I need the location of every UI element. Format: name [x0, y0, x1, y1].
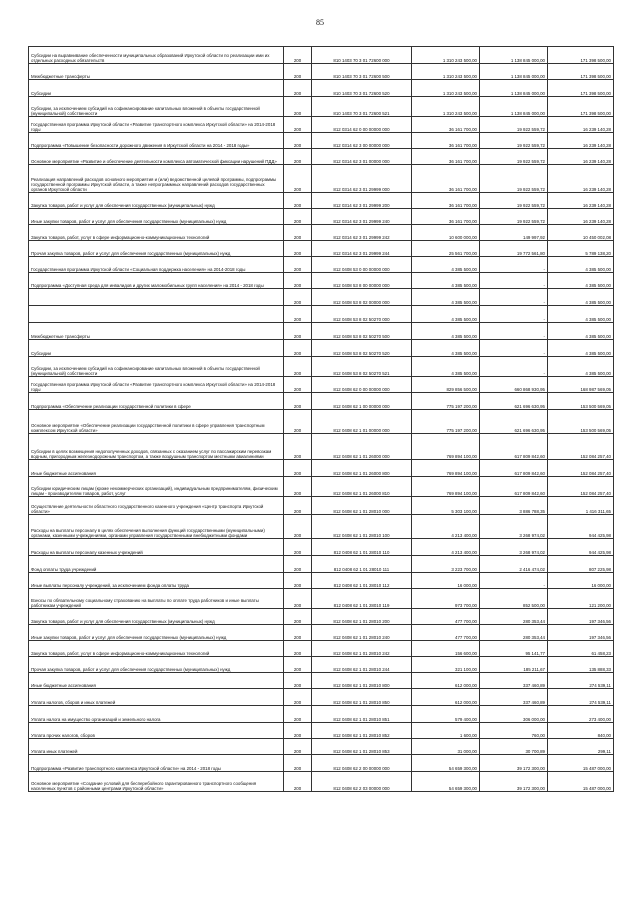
table-row	[29, 539, 614, 556]
row-classifier-cell: 812 0408 62 1 01 28010 244	[312, 657, 412, 673]
row-code-cell: 200	[284, 149, 312, 165]
row-approved-cell: 4 213 400,00	[412, 539, 480, 556]
row-executed-cell: 1 138 845 000,00	[480, 64, 548, 80]
row-unexecuted-cell: 152 084 257,40	[548, 434, 614, 460]
row-approved-cell: 4 385 500,00	[412, 273, 480, 289]
row-approved-cell: 4 385 500,00	[412, 340, 480, 357]
row-executed-cell: 337 460,89	[480, 673, 548, 689]
row-unexecuted-cell: 299,11	[548, 739, 614, 755]
budget-execution-table	[28, 46, 614, 792]
table-row	[29, 673, 614, 689]
table-row	[29, 357, 614, 377]
row-classifier-cell: 812 0408 62 1 01 28010 000	[312, 497, 412, 515]
row-name-cell: Уплата налогов, сборов и иных платежей	[29, 689, 284, 706]
table-row	[29, 340, 614, 357]
row-name-cell: Основное мероприятие «Развитие и обеспечение деятельности комплекса автоматической фиксации нарушений ПДД»	[29, 149, 284, 165]
row-executed-cell: 19 922 559,72	[480, 133, 548, 149]
row-name-cell: Иные закупки товаров, работ и услуг для обеспечения государственных (муниципальных) нужд	[29, 209, 284, 225]
row-classifier-cell: 812 0408 62 1 01 28010 111	[312, 556, 412, 573]
row-unexecuted-cell: 1 416 311,65	[548, 497, 614, 515]
row-classifier-cell: 812 0314 62 3 01 29999 244	[312, 241, 412, 257]
row-unexecuted-cell: 274 539,11	[548, 673, 614, 689]
row-name-cell: Государственная программа Иркутской области «Развитие транспортного комплекса Иркутской области» на 2014-2018 годы	[29, 117, 284, 133]
row-code-cell: 200	[284, 323, 312, 340]
table-row	[29, 739, 614, 755]
row-executed-cell: 39 172 300,00	[480, 772, 548, 792]
row-name-cell: Субсидии, за исключением субсидий на софинансирование капитальных вложений в объекты государственной (муниципальной) собственности	[29, 97, 284, 117]
table-row	[29, 723, 614, 739]
row-code-cell: 200	[284, 434, 312, 460]
row-unexecuted-cell: 171 398 500,00	[548, 64, 614, 80]
row-executed-cell: -	[480, 323, 548, 340]
table-row	[29, 589, 614, 609]
table-row	[29, 209, 614, 225]
table-row	[29, 133, 614, 149]
row-executed-cell: 280 353,44	[480, 625, 548, 641]
row-code-cell: 200	[284, 289, 312, 306]
row-classifier-cell: 812 0408 62 1 01 28010 240	[312, 625, 412, 641]
row-executed-cell: 19 922 559,72	[480, 117, 548, 133]
table-row	[29, 80, 614, 97]
table-row	[29, 323, 614, 340]
table-row	[29, 377, 614, 393]
table-row	[29, 689, 614, 706]
row-code-cell: 200	[284, 209, 312, 225]
row-executed-cell: 337 460,89	[480, 689, 548, 706]
row-executed-cell: 1 138 845 000,00	[480, 97, 548, 117]
row-executed-cell: 19 922 559,72	[480, 209, 548, 225]
row-code-cell: 200	[284, 340, 312, 357]
table-row	[29, 434, 614, 460]
row-classifier-cell: 812 0408 53 8 02 50270 521	[312, 357, 412, 377]
row-unexecuted-cell: 4 385 500,00	[548, 357, 614, 377]
row-approved-cell: 973 700,00	[412, 589, 480, 609]
row-classifier-cell: 812 0314 62 3 01 00000 000	[312, 149, 412, 165]
row-approved-cell: 31 000,00	[412, 739, 480, 755]
row-classifier-cell: 812 0408 62 1 01 28010 200	[312, 609, 412, 625]
row-code-cell: 200	[284, 97, 312, 117]
table-row	[29, 257, 614, 273]
row-name-cell: Осуществление деятельности областного государственного казенного учреждения «Центр транспорта Иркутской области»	[29, 497, 284, 515]
row-unexecuted-cell: 807 225,98	[548, 556, 614, 573]
row-executed-cell: 149 997,92	[480, 225, 548, 241]
row-executed-cell: -	[480, 573, 548, 589]
row-unexecuted-cell: 135 888,33	[548, 657, 614, 673]
row-code-cell: 200	[284, 273, 312, 289]
row-name-cell: Прочая закупка товаров, работ и услуг для обеспечения государственных (муниципальных) нужд	[29, 657, 284, 673]
row-unexecuted-cell: 197 346,56	[548, 625, 614, 641]
row-approved-cell: 54 659 300,00	[412, 772, 480, 792]
row-approved-cell: 4 213 400,00	[412, 515, 480, 539]
row-name-cell: Государственная программа Иркутской области «Развитие транспортного комплекса Иркутской области» на 2014-2018 годы	[29, 377, 284, 393]
row-unexecuted-cell: 171 398 500,00	[548, 80, 614, 97]
row-name-cell: Фонд оплаты труда учреждений	[29, 556, 284, 573]
row-name-cell: Иные выплаты персоналу учреждений, за исключением фонда оплаты труда	[29, 573, 284, 589]
row-approved-cell: 36 161 700,00	[412, 165, 480, 193]
row-classifier-cell: 812 0408 53 8 02 50270 520	[312, 340, 412, 357]
row-classifier-cell: 812 0408 62 1 01 28010 100	[312, 515, 412, 539]
row-approved-cell: 769 894 100,00	[412, 434, 480, 460]
row-classifier-cell: 812 0408 62 1 01 28010 852	[312, 723, 412, 739]
row-name-cell: Прочая закупка товаров, работ и услуг для обеспечения государственных (муниципальных) нужд	[29, 241, 284, 257]
row-name-cell: Закупка товаров, работ, услуг в сфере информационно-коммуникационных технологий	[29, 641, 284, 657]
row-executed-cell: 852 500,00	[480, 589, 548, 609]
table-row	[29, 241, 614, 257]
table-row	[29, 47, 614, 64]
table-row	[29, 497, 614, 515]
row-code-cell: 200	[284, 241, 312, 257]
row-classifier-cell: 812 0314 62 3 01 29999 242	[312, 225, 412, 241]
row-name-cell: Основное мероприятие «Создание условий для бесперебойного гарантированного транспортного сообщения населенных пунктов с районными центрами Иркутской области»	[29, 772, 284, 792]
row-name-cell: Подпрограмма «Развитие транспортного комплекса Иркутской области» на 2014 - 2018 годы	[29, 755, 284, 772]
row-approved-cell: 612 000,00	[412, 673, 480, 689]
row-executed-cell: 19 922 559,72	[480, 149, 548, 165]
row-code-cell: 200	[284, 556, 312, 573]
row-name-cell: Иные бюджетные ассигнования	[29, 673, 284, 689]
row-unexecuted-cell: 273 400,00	[548, 706, 614, 723]
row-code-cell: 200	[284, 515, 312, 539]
row-classifier-cell: 812 0408 62 1 01 26000 800	[312, 460, 412, 477]
row-code-cell: 200	[284, 573, 312, 589]
row-classifier-cell: 812 0408 62 1 01 26000 000	[312, 434, 412, 460]
row-approved-cell: 1 310 243 500,00	[412, 64, 480, 80]
row-name-cell: Субсидии	[29, 80, 284, 97]
row-approved-cell: 321 100,00	[412, 657, 480, 673]
row-approved-cell: 3 223 700,00	[412, 556, 480, 573]
row-classifier-cell: 812 0408 62 1 01 26000 810	[312, 477, 412, 497]
table-body	[29, 47, 614, 792]
row-executed-cell: 2 416 474,02	[480, 556, 548, 573]
row-unexecuted-cell: 171 398 500,00	[548, 47, 614, 64]
row-code-cell: 200	[284, 377, 312, 393]
table-row	[29, 165, 614, 193]
row-executed-cell: -	[480, 340, 548, 357]
row-approved-cell: 4 385 500,00	[412, 289, 480, 306]
table-row	[29, 706, 614, 723]
row-name-cell: Субсидии, за исключением субсидий на софинансирование капитальных вложений в объекты государственной (муниципальной) собственности	[29, 357, 284, 377]
row-unexecuted-cell: 944 425,98	[548, 539, 614, 556]
row-executed-cell: 660 868 930,95	[480, 377, 548, 393]
row-name-cell: Субсидии юридическим лицам (кроме некоммерческих организаций), индивидуальным предпринимателям, физическим лицам - производителям товаров, работ, услуг	[29, 477, 284, 497]
row-executed-cell: -	[480, 357, 548, 377]
row-approved-cell: 36 161 700,00	[412, 209, 480, 225]
row-classifier-cell: 812 0408 62 1 01 28010 800	[312, 673, 412, 689]
row-name-cell: Иные бюджетные ассигнования	[29, 460, 284, 477]
row-approved-cell: 477 700,00	[412, 625, 480, 641]
table-row	[29, 225, 614, 241]
row-classifier-cell: 812 0314 62 3 01 29999 000	[312, 165, 412, 193]
row-approved-cell: 4 385 500,00	[412, 357, 480, 377]
row-classifier-cell: 812 0408 53 8 02 00000 000	[312, 289, 412, 306]
table-row	[29, 477, 614, 497]
row-unexecuted-cell: 16 239 140,28	[548, 165, 614, 193]
row-code-cell: 200	[284, 460, 312, 477]
table-row	[29, 193, 614, 209]
row-code-cell: 200	[284, 193, 312, 209]
row-classifier-cell: 812 0408 62 0 00 00000 000	[312, 377, 412, 393]
row-approved-cell: 769 894 100,00	[412, 460, 480, 477]
row-code-cell: 200	[284, 477, 312, 497]
row-classifier-cell: 812 0408 62 1 01 28010 851	[312, 706, 412, 723]
row-unexecuted-cell: 4 385 500,00	[548, 306, 614, 323]
row-code-cell: 200	[284, 393, 312, 410]
row-classifier-cell: 812 0408 53 8 02 50270 500	[312, 323, 412, 340]
row-approved-cell: 156 600,00	[412, 641, 480, 657]
row-classifier-cell: 812 0314 62 3 01 29999 200	[312, 193, 412, 209]
row-unexecuted-cell: 15 487 000,00	[548, 755, 614, 772]
row-code-cell: 200	[284, 589, 312, 609]
row-unexecuted-cell: 152 084 257,40	[548, 460, 614, 477]
row-classifier-cell: 812 0408 62 1 01 28010 242	[312, 641, 412, 657]
row-unexecuted-cell: 4 385 500,00	[548, 289, 614, 306]
row-executed-cell: 95 141,77	[480, 641, 548, 657]
row-executed-cell: -	[480, 257, 548, 273]
row-name-cell: Подпрограмма «Обеспечение реализации государственной политики в сфере	[29, 393, 284, 410]
row-classifier-cell: 812 0408 62 2 03 00000 000	[312, 772, 412, 792]
table-row	[29, 97, 614, 117]
row-code-cell: 200	[284, 739, 312, 755]
row-code-cell: 200	[284, 723, 312, 739]
row-classifier-cell: 810 1403 70 3 01 72600 000	[312, 47, 412, 64]
row-name-cell: Реализация направлений расходов основного мероприятия и (или) ведомственной целевой программы, подпрограммы государственной программы Иркутской области, а также непрограммных направлений расходов государственных органов Иркутской области	[29, 165, 284, 193]
table-row	[29, 289, 614, 306]
table-row	[29, 460, 614, 477]
row-unexecuted-cell: 152 084 257,40	[548, 477, 614, 497]
row-code-cell: 200	[284, 755, 312, 772]
row-classifier-cell: 812 0408 62 1 01 28010 119	[312, 589, 412, 609]
row-code-cell: 200	[284, 64, 312, 80]
row-executed-cell: 617 809 842,60	[480, 460, 548, 477]
row-executed-cell: -	[480, 306, 548, 323]
row-unexecuted-cell: 153 500 569,05	[548, 393, 614, 410]
row-unexecuted-cell: 840,00	[548, 723, 614, 739]
table-row	[29, 755, 614, 772]
row-executed-cell: 3 268 974,02	[480, 539, 548, 556]
row-name-cell: Уплата налога на имущество организаций и земельного налога	[29, 706, 284, 723]
row-executed-cell: 19 922 559,72	[480, 165, 548, 193]
row-executed-cell: 3 886 788,35	[480, 497, 548, 515]
row-executed-cell: 280 353,44	[480, 609, 548, 625]
row-executed-cell: 617 809 842,60	[480, 477, 548, 497]
row-name-cell: Основное мероприятие «Обеспечение реализации государственной политики в сфере управления транспортным комплексом Иркутской области»	[29, 410, 284, 434]
table-row	[29, 657, 614, 673]
row-approved-cell: 36 161 700,00	[412, 117, 480, 133]
table-row	[29, 393, 614, 410]
row-name-cell: Закупка товаров, работ, услуг в сфере информационно-коммуникационных технологий	[29, 225, 284, 241]
row-code-cell: 200	[284, 609, 312, 625]
row-unexecuted-cell: 121 200,00	[548, 589, 614, 609]
row-name-cell	[29, 289, 284, 306]
table-row	[29, 410, 614, 434]
row-approved-cell: 5 303 100,00	[412, 497, 480, 515]
row-unexecuted-cell: 16 239 140,28	[548, 149, 614, 165]
row-name-cell: Уплата иных платежей	[29, 739, 284, 755]
row-code-cell: 200	[284, 117, 312, 133]
row-code-cell: 200	[284, 225, 312, 241]
row-executed-cell: 760,00	[480, 723, 548, 739]
row-name-cell: Уплата прочих налогов, сборов	[29, 723, 284, 739]
row-name-cell: Подпрограмма «Доступная среда для инвалидов и других маломобильных групп населения» на 2014 - 2018 годы	[29, 273, 284, 289]
row-unexecuted-cell: 16 239 140,28	[548, 209, 614, 225]
row-executed-cell: 19 772 561,80	[480, 241, 548, 257]
row-unexecuted-cell: 153 500 569,05	[548, 410, 614, 434]
row-classifier-cell: 812 0314 62 3 01 29999 240	[312, 209, 412, 225]
row-approved-cell: 4 385 500,00	[412, 306, 480, 323]
row-name-cell: Субсидии в целях возмещения недополученных доходов, связанных с оказанием услуг по пассажирским перевозкам водным, пригородным железнодорожным транспортом, а также воздушным транспортом местными авиалиниями	[29, 434, 284, 460]
row-classifier-cell: 812 0408 62 1 01 28010 110	[312, 539, 412, 556]
row-unexecuted-cell: 4 385 500,00	[548, 257, 614, 273]
table-row	[29, 273, 614, 289]
row-approved-cell: 1 600,00	[412, 723, 480, 739]
row-unexecuted-cell: 15 487 000,00	[548, 772, 614, 792]
row-name-cell: Субсидии на выравнивание обеспеченности муниципальных образований Иркутской области по реализации ими их отдельных расходных обязательств	[29, 47, 284, 64]
row-name-cell: Расходы на выплаты персоналу казенных учреждений	[29, 539, 284, 556]
row-classifier-cell: 812 0408 53 8 02 50270 000	[312, 306, 412, 323]
row-name-cell: Закупка товаров, работ и услуг для обеспечения государственных (муниципальных) нужд	[29, 609, 284, 625]
table-row	[29, 556, 614, 573]
row-name-cell: Расходы на выплаты персоналу в целях обеспечения выполнения функций государственными (муниципальными) органами, казенными учреждениями, органами управления государственными внебюджетными фондами	[29, 515, 284, 539]
row-approved-cell: 612 000,00	[412, 689, 480, 706]
row-unexecuted-cell: 944 425,98	[548, 515, 614, 539]
row-executed-cell: -	[480, 273, 548, 289]
row-code-cell: 200	[284, 539, 312, 556]
row-unexecuted-cell: 61 458,23	[548, 641, 614, 657]
row-approved-cell: 1 310 243 500,00	[412, 97, 480, 117]
table-row	[29, 117, 614, 133]
row-executed-cell: 1 138 845 000,00	[480, 47, 548, 64]
row-approved-cell: 36 161 700,00	[412, 133, 480, 149]
row-unexecuted-cell: 16 000,00	[548, 573, 614, 589]
row-classifier-cell: 812 0408 62 1 01 28010 112	[312, 573, 412, 589]
row-executed-cell: 3 268 974,02	[480, 515, 548, 539]
row-name-cell	[29, 306, 284, 323]
row-code-cell: 200	[284, 410, 312, 434]
row-executed-cell: 185 211,67	[480, 657, 548, 673]
row-approved-cell: 775 197 200,00	[412, 410, 480, 434]
row-classifier-cell: 812 0408 53 8 00 00000 000	[312, 273, 412, 289]
row-approved-cell: 775 197 200,00	[412, 393, 480, 410]
row-executed-cell: 30 700,89	[480, 739, 548, 755]
row-classifier-cell: 812 0408 62 1 01 00000 000	[312, 410, 412, 434]
row-executed-cell: 306 000,00	[480, 706, 548, 723]
row-code-cell: 200	[284, 165, 312, 193]
row-unexecuted-cell: 16 239 140,28	[548, 193, 614, 209]
row-classifier-cell: 810 1403 70 3 01 72600 521	[312, 97, 412, 117]
row-unexecuted-cell: 274 539,11	[548, 689, 614, 706]
row-code-cell: 200	[284, 673, 312, 689]
row-name-cell: Иные закупки товаров, работ и услуг для обеспечения государственных (муниципальных) нужд	[29, 625, 284, 641]
page-number: 85	[316, 18, 324, 27]
row-classifier-cell: 812 0408 62 1 00 00000 000	[312, 393, 412, 410]
row-executed-cell: 39 172 300,00	[480, 755, 548, 772]
row-classifier-cell: 810 1403 70 3 01 72600 500	[312, 64, 412, 80]
table-row	[29, 515, 614, 539]
row-classifier-cell: 810 1403 70 3 01 72600 520	[312, 80, 412, 97]
row-approved-cell: 829 856 500,00	[412, 377, 480, 393]
row-approved-cell: 10 600 000,00	[412, 225, 480, 241]
row-unexecuted-cell: 197 346,56	[548, 609, 614, 625]
row-approved-cell: 477 700,00	[412, 609, 480, 625]
row-name-cell: Взносы по обязательному социальному страхованию на выплаты по оплате труда работников и иные выплаты работникам учреждений	[29, 589, 284, 609]
row-code-cell: 200	[284, 80, 312, 97]
row-code-cell: 200	[284, 133, 312, 149]
row-executed-cell: 621 696 630,95	[480, 410, 548, 434]
row-code-cell: 200	[284, 689, 312, 706]
row-code-cell: 200	[284, 497, 312, 515]
table-row	[29, 306, 614, 323]
row-name-cell: Подпрограмма «Повышение безопасности дорожного движения в Иркутской области на 2014 - 2018 годы»	[29, 133, 284, 149]
row-classifier-cell: 812 0408 53 0 00 00000 000	[312, 257, 412, 273]
row-executed-cell: 617 809 842,60	[480, 434, 548, 460]
row-code-cell: 200	[284, 306, 312, 323]
row-code-cell: 200	[284, 772, 312, 792]
row-code-cell: 200	[284, 625, 312, 641]
row-unexecuted-cell: 4 385 500,00	[548, 273, 614, 289]
row-classifier-cell: 812 0408 62 2 00 00000 000	[312, 755, 412, 772]
row-name-cell: Межбюджетные трансферты	[29, 323, 284, 340]
row-code-cell: 200	[284, 357, 312, 377]
row-approved-cell: 769 894 100,00	[412, 477, 480, 497]
row-classifier-cell: 812 0314 62 3 00 00000 000	[312, 133, 412, 149]
row-approved-cell: 1 310 243 500,00	[412, 47, 480, 64]
table-row	[29, 609, 614, 625]
row-approved-cell: 25 561 700,00	[412, 241, 480, 257]
row-code-cell: 200	[284, 657, 312, 673]
row-approved-cell: 16 000,00	[412, 573, 480, 589]
row-unexecuted-cell: 5 789 138,20	[548, 241, 614, 257]
table-row	[29, 149, 614, 165]
row-approved-cell: 36 161 700,00	[412, 193, 480, 209]
row-unexecuted-cell: 4 385 500,00	[548, 340, 614, 357]
row-unexecuted-cell: 10 450 002,08	[548, 225, 614, 241]
row-code-cell: 200	[284, 641, 312, 657]
row-unexecuted-cell: 16 239 140,28	[548, 117, 614, 133]
table-row	[29, 64, 614, 80]
table-row	[29, 641, 614, 657]
row-approved-cell: 36 161 700,00	[412, 149, 480, 165]
table-row	[29, 573, 614, 589]
row-classifier-cell: 812 0314 62 0 00 00000 000	[312, 117, 412, 133]
row-name-cell: Государственная программа Иркутской области «Социальная поддержка населения» на 2014-2018 годы	[29, 257, 284, 273]
row-classifier-cell: 812 0408 62 1 01 28010 850	[312, 689, 412, 706]
row-unexecuted-cell: 16 239 140,28	[548, 133, 614, 149]
row-executed-cell: 621 696 630,95	[480, 393, 548, 410]
row-executed-cell: 19 922 559,72	[480, 193, 548, 209]
row-code-cell: 200	[284, 706, 312, 723]
row-executed-cell: 1 138 845 000,00	[480, 80, 548, 97]
row-code-cell: 200	[284, 257, 312, 273]
row-approved-cell: 54 659 300,00	[412, 755, 480, 772]
row-code-cell: 200	[284, 47, 312, 64]
row-unexecuted-cell: 168 987 569,05	[548, 377, 614, 393]
row-approved-cell: 4 385 500,00	[412, 257, 480, 273]
row-approved-cell: 1 310 243 500,00	[412, 80, 480, 97]
table-row	[29, 772, 614, 792]
row-unexecuted-cell: 4 385 500,00	[548, 323, 614, 340]
table-row	[29, 625, 614, 641]
row-executed-cell: -	[480, 289, 548, 306]
row-approved-cell: 4 385 500,00	[412, 323, 480, 340]
row-name-cell: Закупка товаров, работ и услуг для обеспечения государственных (муниципальных) нужд	[29, 193, 284, 209]
row-name-cell: Субсидии	[29, 340, 284, 357]
row-name-cell: Межбюджетные трансферты	[29, 64, 284, 80]
row-unexecuted-cell: 171 398 500,00	[548, 97, 614, 117]
row-approved-cell: 579 400,00	[412, 706, 480, 723]
row-classifier-cell: 812 0408 62 1 01 28010 853	[312, 739, 412, 755]
